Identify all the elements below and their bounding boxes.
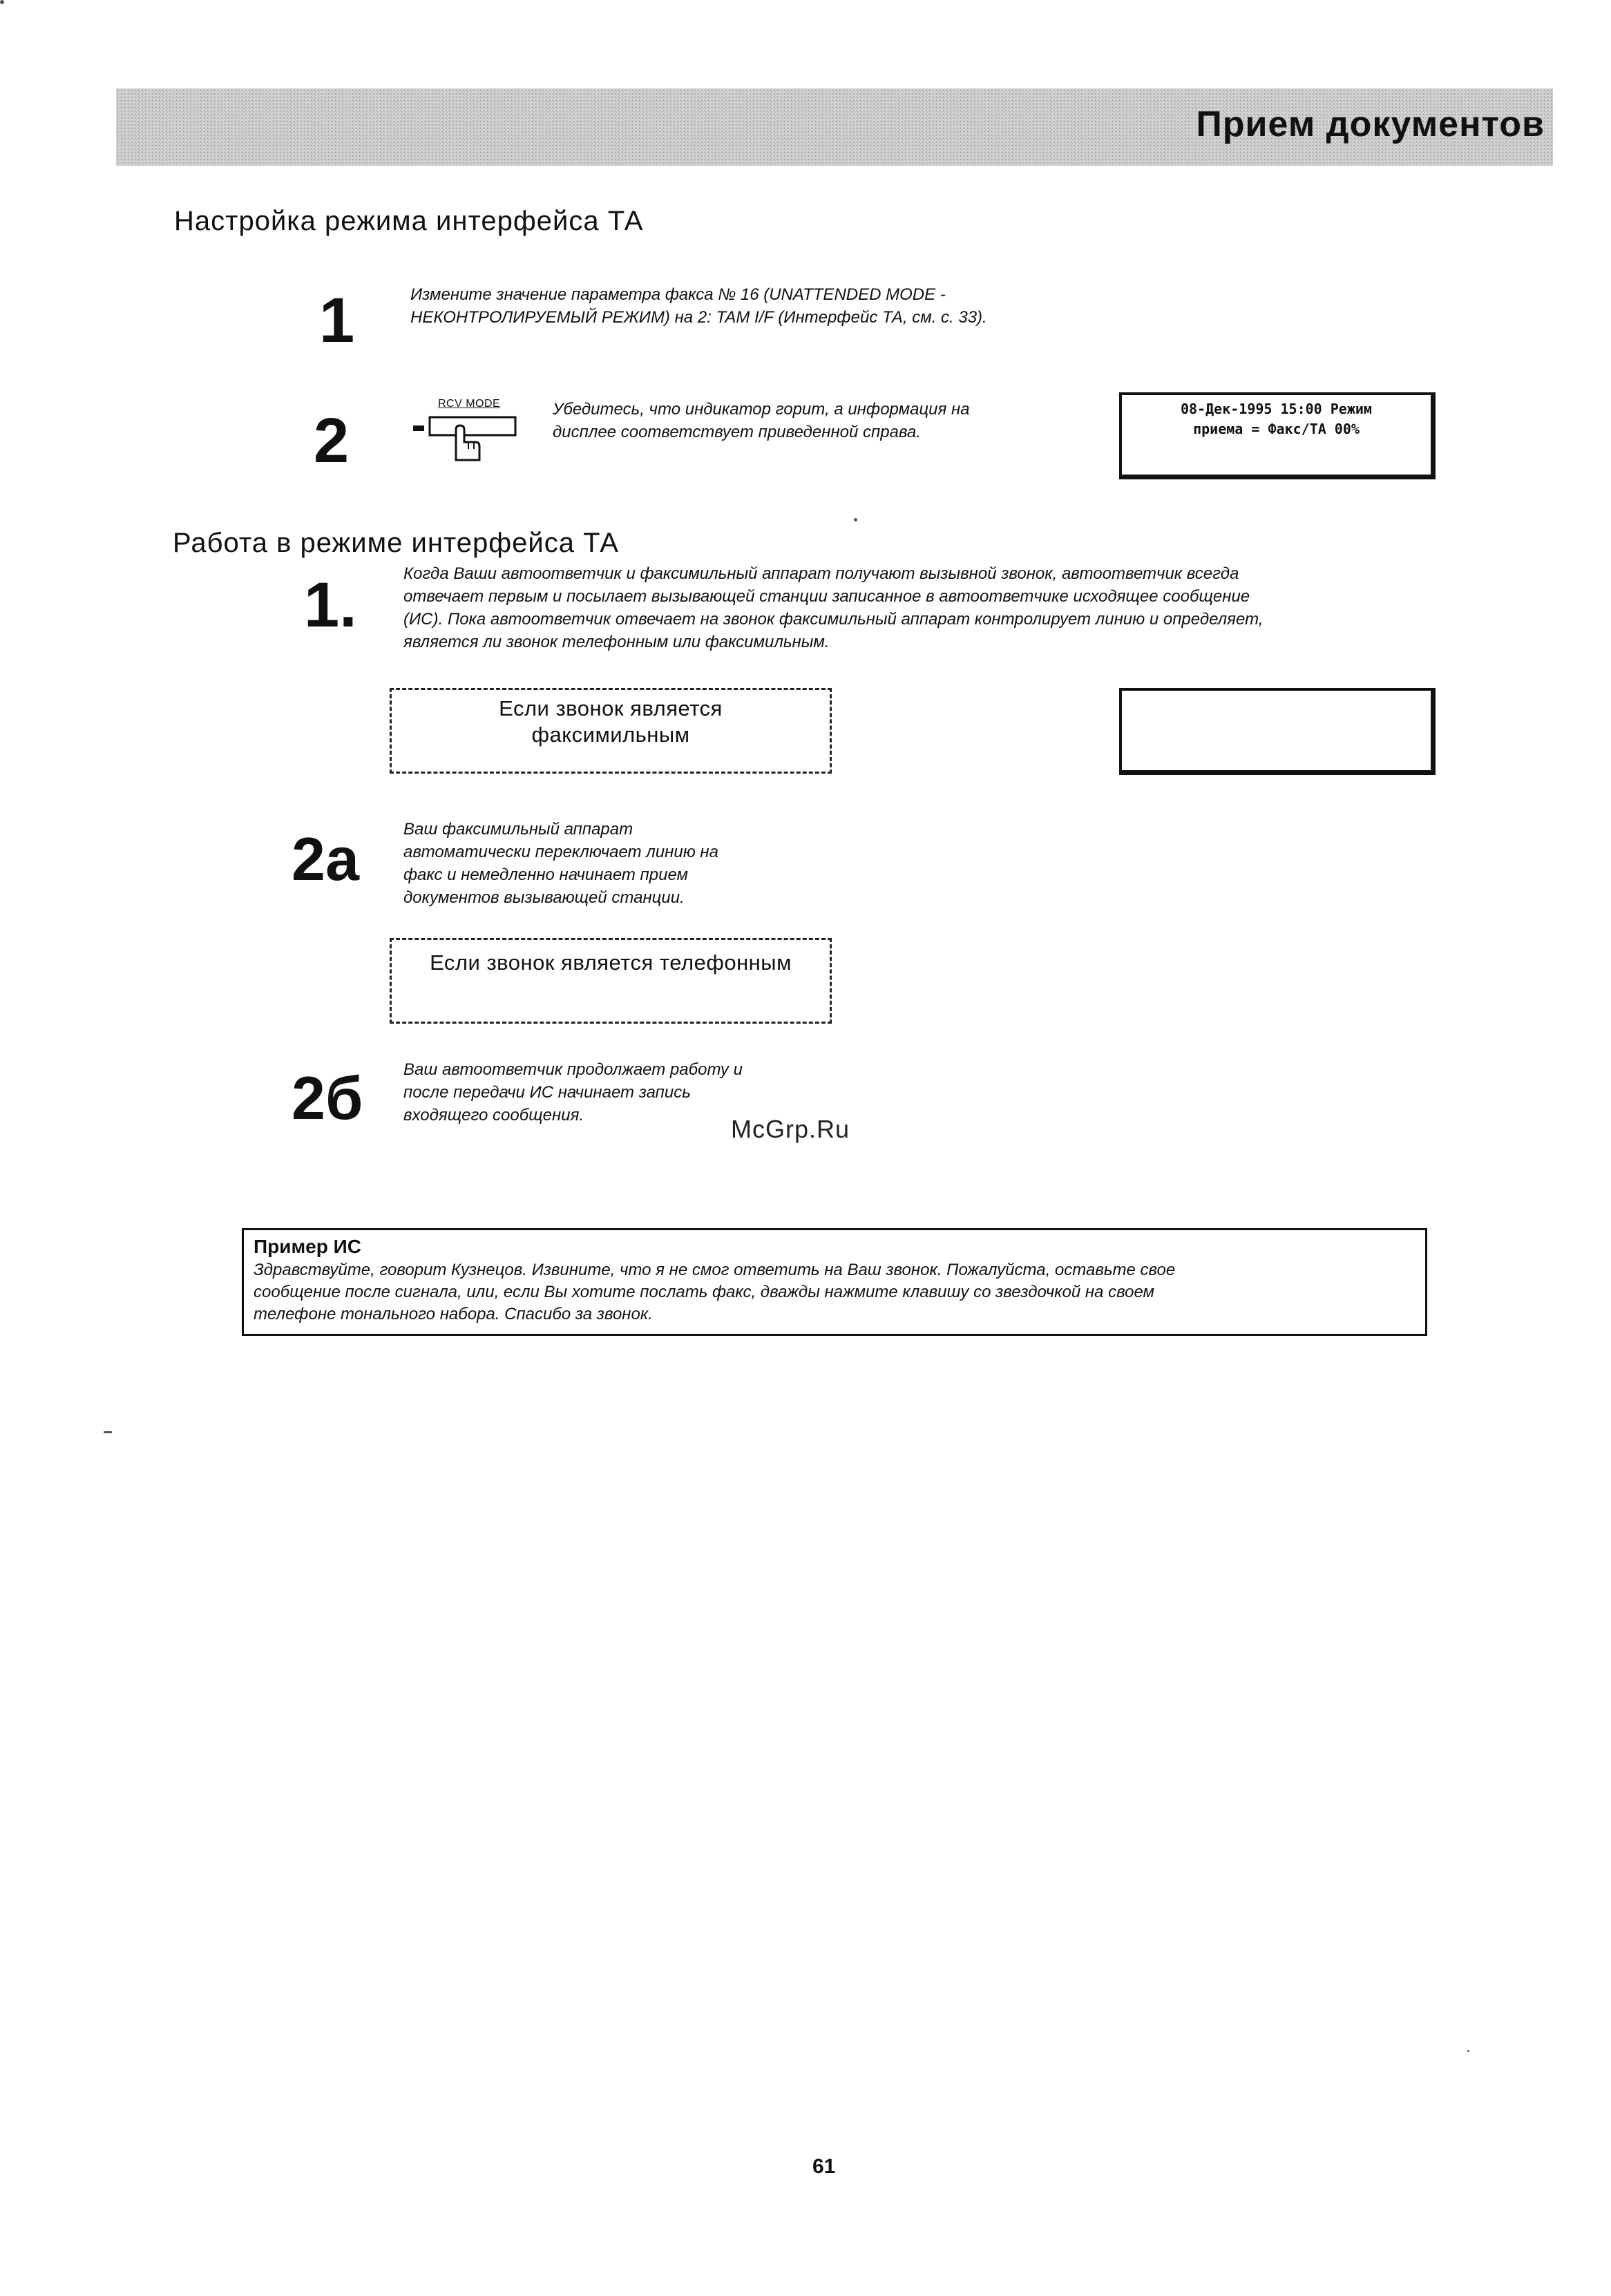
step-number-1: 1	[319, 285, 355, 356]
rcv-mode-label: RCV MODE	[438, 398, 501, 410]
operation-description: Когда Ваши автоответчик и факсимильный аппарат получают вызывной звонок, автоответчик всегда отвечает первым и посылает вызывающей станции записанное в автоответчике исходящее сообщение (ИС). Пока автоответчик отвечает на звонок факсимильный аппарат контролирует линию и определяет, является ли звонок телефонным или факсимильным.	[403, 564, 1264, 651]
scan-speck	[854, 518, 857, 522]
phone-call-box: Если звонок является телефонным	[390, 938, 832, 1024]
example-text: Здравствуйте, говорит Кузнецов. Извините, что я не смог ответить на Ваш звонок. Пожалуйста, оставьте свое сообщение после сигнала, или, если Вы хотите послать факс, дважды нажмите клавишу со звездочкой на своем телефоне тонального набора. Спасибо за звонок.	[254, 1261, 1176, 1323]
section-title-setup: Настройка режима интерфейса ТА	[174, 206, 644, 236]
section-title-operation: Работа в режиме интерфейса ТА	[173, 528, 619, 558]
scan-speck	[104, 1431, 112, 1433]
step-number-2: 2	[314, 405, 350, 476]
step-2-instruction: Убедитесь, что индикатор горит, а информация на дисплее соответствует приведенной справа.	[553, 400, 970, 441]
fax-call-box: Если звонок является факсимильным	[390, 688, 832, 774]
scan-speck	[1467, 2050, 1469, 2052]
blank-display	[1119, 688, 1436, 775]
finger-press-icon	[412, 412, 522, 467]
step-number-2a: 2а	[292, 825, 359, 893]
page-title: Прием документов	[1196, 104, 1545, 144]
example-title: Пример ИС	[254, 1236, 361, 1257]
step-number-2b: 2б	[292, 1064, 363, 1132]
step-2b-description: Ваш автоответчик продолжает работу и после передачи ИС начинает запись входящего сообщения.	[403, 1060, 743, 1125]
page-number: 61	[812, 2155, 836, 2178]
watermark: McGrp.Ru	[731, 1115, 850, 1143]
step-2a-description: Ваш факсимильный аппарат автоматически переключает линию на факс и немедленно начинает прием документов вызывающей станции.	[403, 820, 718, 907]
step-1-instruction: Измените значение параметра факса № 16 (UNATTENDED MODE - НЕКОНТРОЛИРУЕМЫЙ РЕЖИМ) на 2: TAM I/F (Интерфейс ТА, см. с. 33).	[410, 285, 987, 327]
fax-display: 08-Дек-1995 15:00 Режим приема = Факс/ТА 00%	[1119, 392, 1436, 479]
scan-speck	[0, 0, 4, 4]
rcv-mode-button[interactable]	[412, 398, 522, 467]
example-message-box	[242, 1228, 1427, 1336]
step-number-1-operation: 1.	[304, 570, 357, 640]
